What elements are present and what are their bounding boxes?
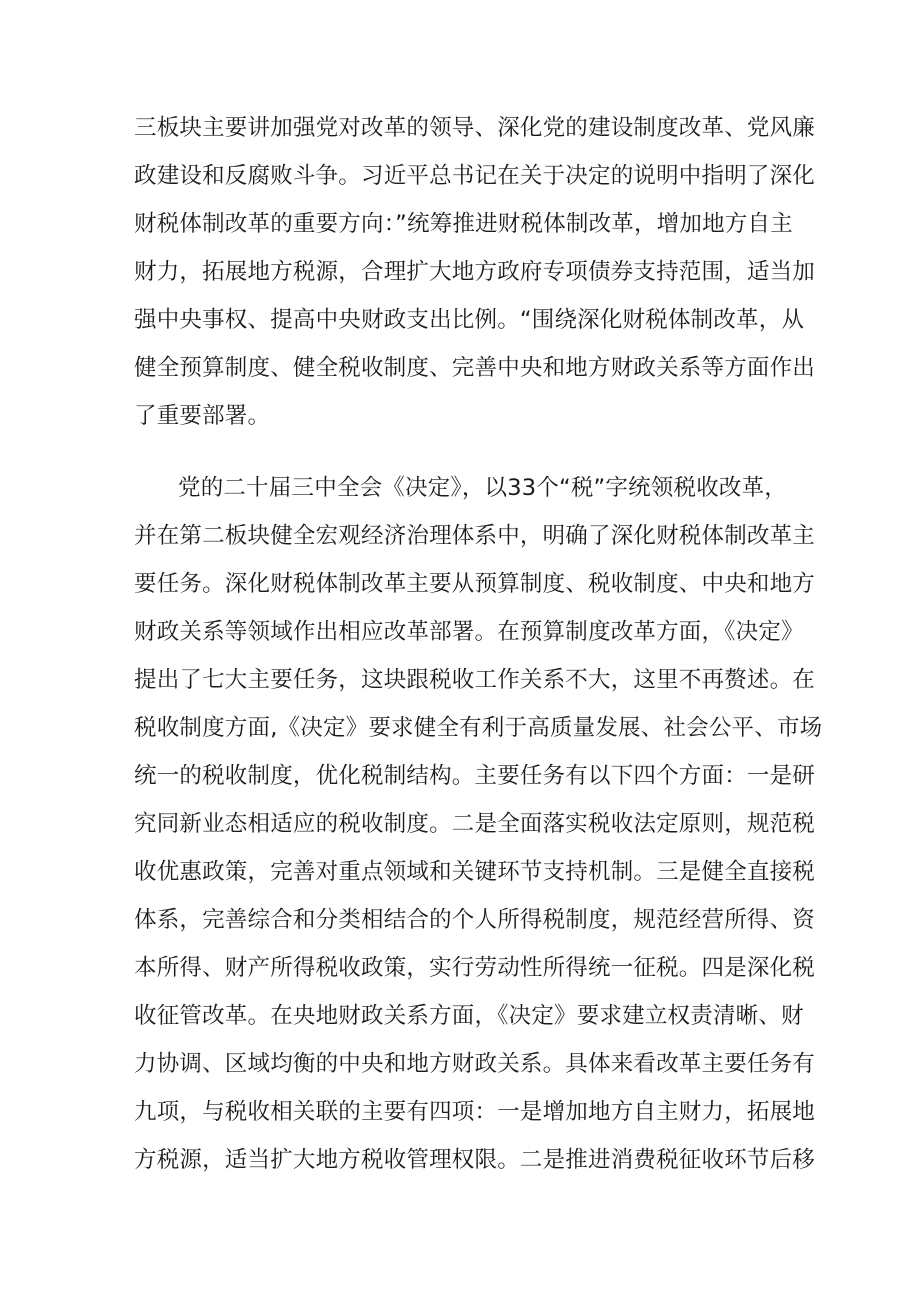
paragraph-2-line-15: 方税源，适当扩大地方税收管理权限。二是推进消费税征收环节后移	[134, 1147, 816, 1173]
paragraph-2-line-9: 收优惠政策，完善对重点领域和关键环节支持机制。三是健全直接税	[134, 859, 816, 885]
paragraph-1-line-7: 了重要部署。	[134, 403, 271, 429]
paragraph-2-line-10: 体系，完善综合和分类相结合的个人所得税制度，规范经营所得、资	[134, 907, 816, 933]
paragraph-2-line-8: 究同新业态相适应的税收制度。二是全面落实税收法定原则，规范税	[134, 811, 816, 837]
paragraph-1-line-6: 健全预算制度、健全税收制度、完善中央和地方财政关系等方面作出	[134, 355, 816, 381]
paragraph-2-line-1: 党的二十届三中全会《决定》，以33个“税”字统领税收改革，	[178, 475, 787, 501]
paragraph-2-line-12: 收征管改革。在央地财政关系方面，《决定》要求建立权责清晰、财	[134, 1003, 804, 1029]
paragraph-1-line-4: 财力，拓展地方税源，合理扩大地方政府专项债券支持范围，适当加	[134, 259, 816, 285]
paragraph-2-line-5: 提出了七大主要任务，这块跟税收工作关系不大，这里不再赘述。在	[134, 667, 816, 693]
paragraph-2-line-14: 九项，与税收相关联的主要有四项：一是增加地方自主财力，拓展地	[134, 1099, 816, 1125]
paragraph-1-line-3: 财税体制改革的重要方向：”统筹推进财税体制改革，增加地方自主	[134, 211, 793, 237]
paragraph-1-line-1: 三板块主要讲加强党对改革的领导、深化党的建设制度改革、党风廉	[134, 115, 816, 141]
paragraph-2-line-4: 财政关系等领域作出相应改革部署。在预算制度改革方面，《决定》	[134, 619, 804, 645]
paragraph-1-line-2: 政建设和反腐败斗争。习近平总书记在关于决定的说明中指明了深化	[134, 163, 816, 189]
paragraph-2-line-2: 并在第二板块健全宏观经济治理体系中，明确了深化财税体制改革主	[134, 523, 816, 549]
paragraph-2-line-7: 统一的税收制度，优化税制结构。主要任务有以下四个方面：一是研	[134, 763, 816, 789]
paragraph-1-line-5: 强中央事权、提高中央财政支出比例。“围绕深化财税体制改革，从	[134, 307, 805, 333]
paragraph-2-line-6: 税收制度方面,《决定》要求健全有利于高质量发展、社会公平、市场	[134, 715, 823, 741]
paragraph-2-line-11: 本所得、财产所得税收政策，实行劳动性所得统一征税。四是深化税	[134, 955, 816, 981]
paragraph-2-line-3: 要任务。深化财税体制改革主要从预算制度、税收制度、中央和地方	[134, 571, 816, 597]
paragraph-2-line-13: 力协调、区域均衡的中央和地方财政关系。具体来看改革主要任务有	[134, 1051, 816, 1077]
